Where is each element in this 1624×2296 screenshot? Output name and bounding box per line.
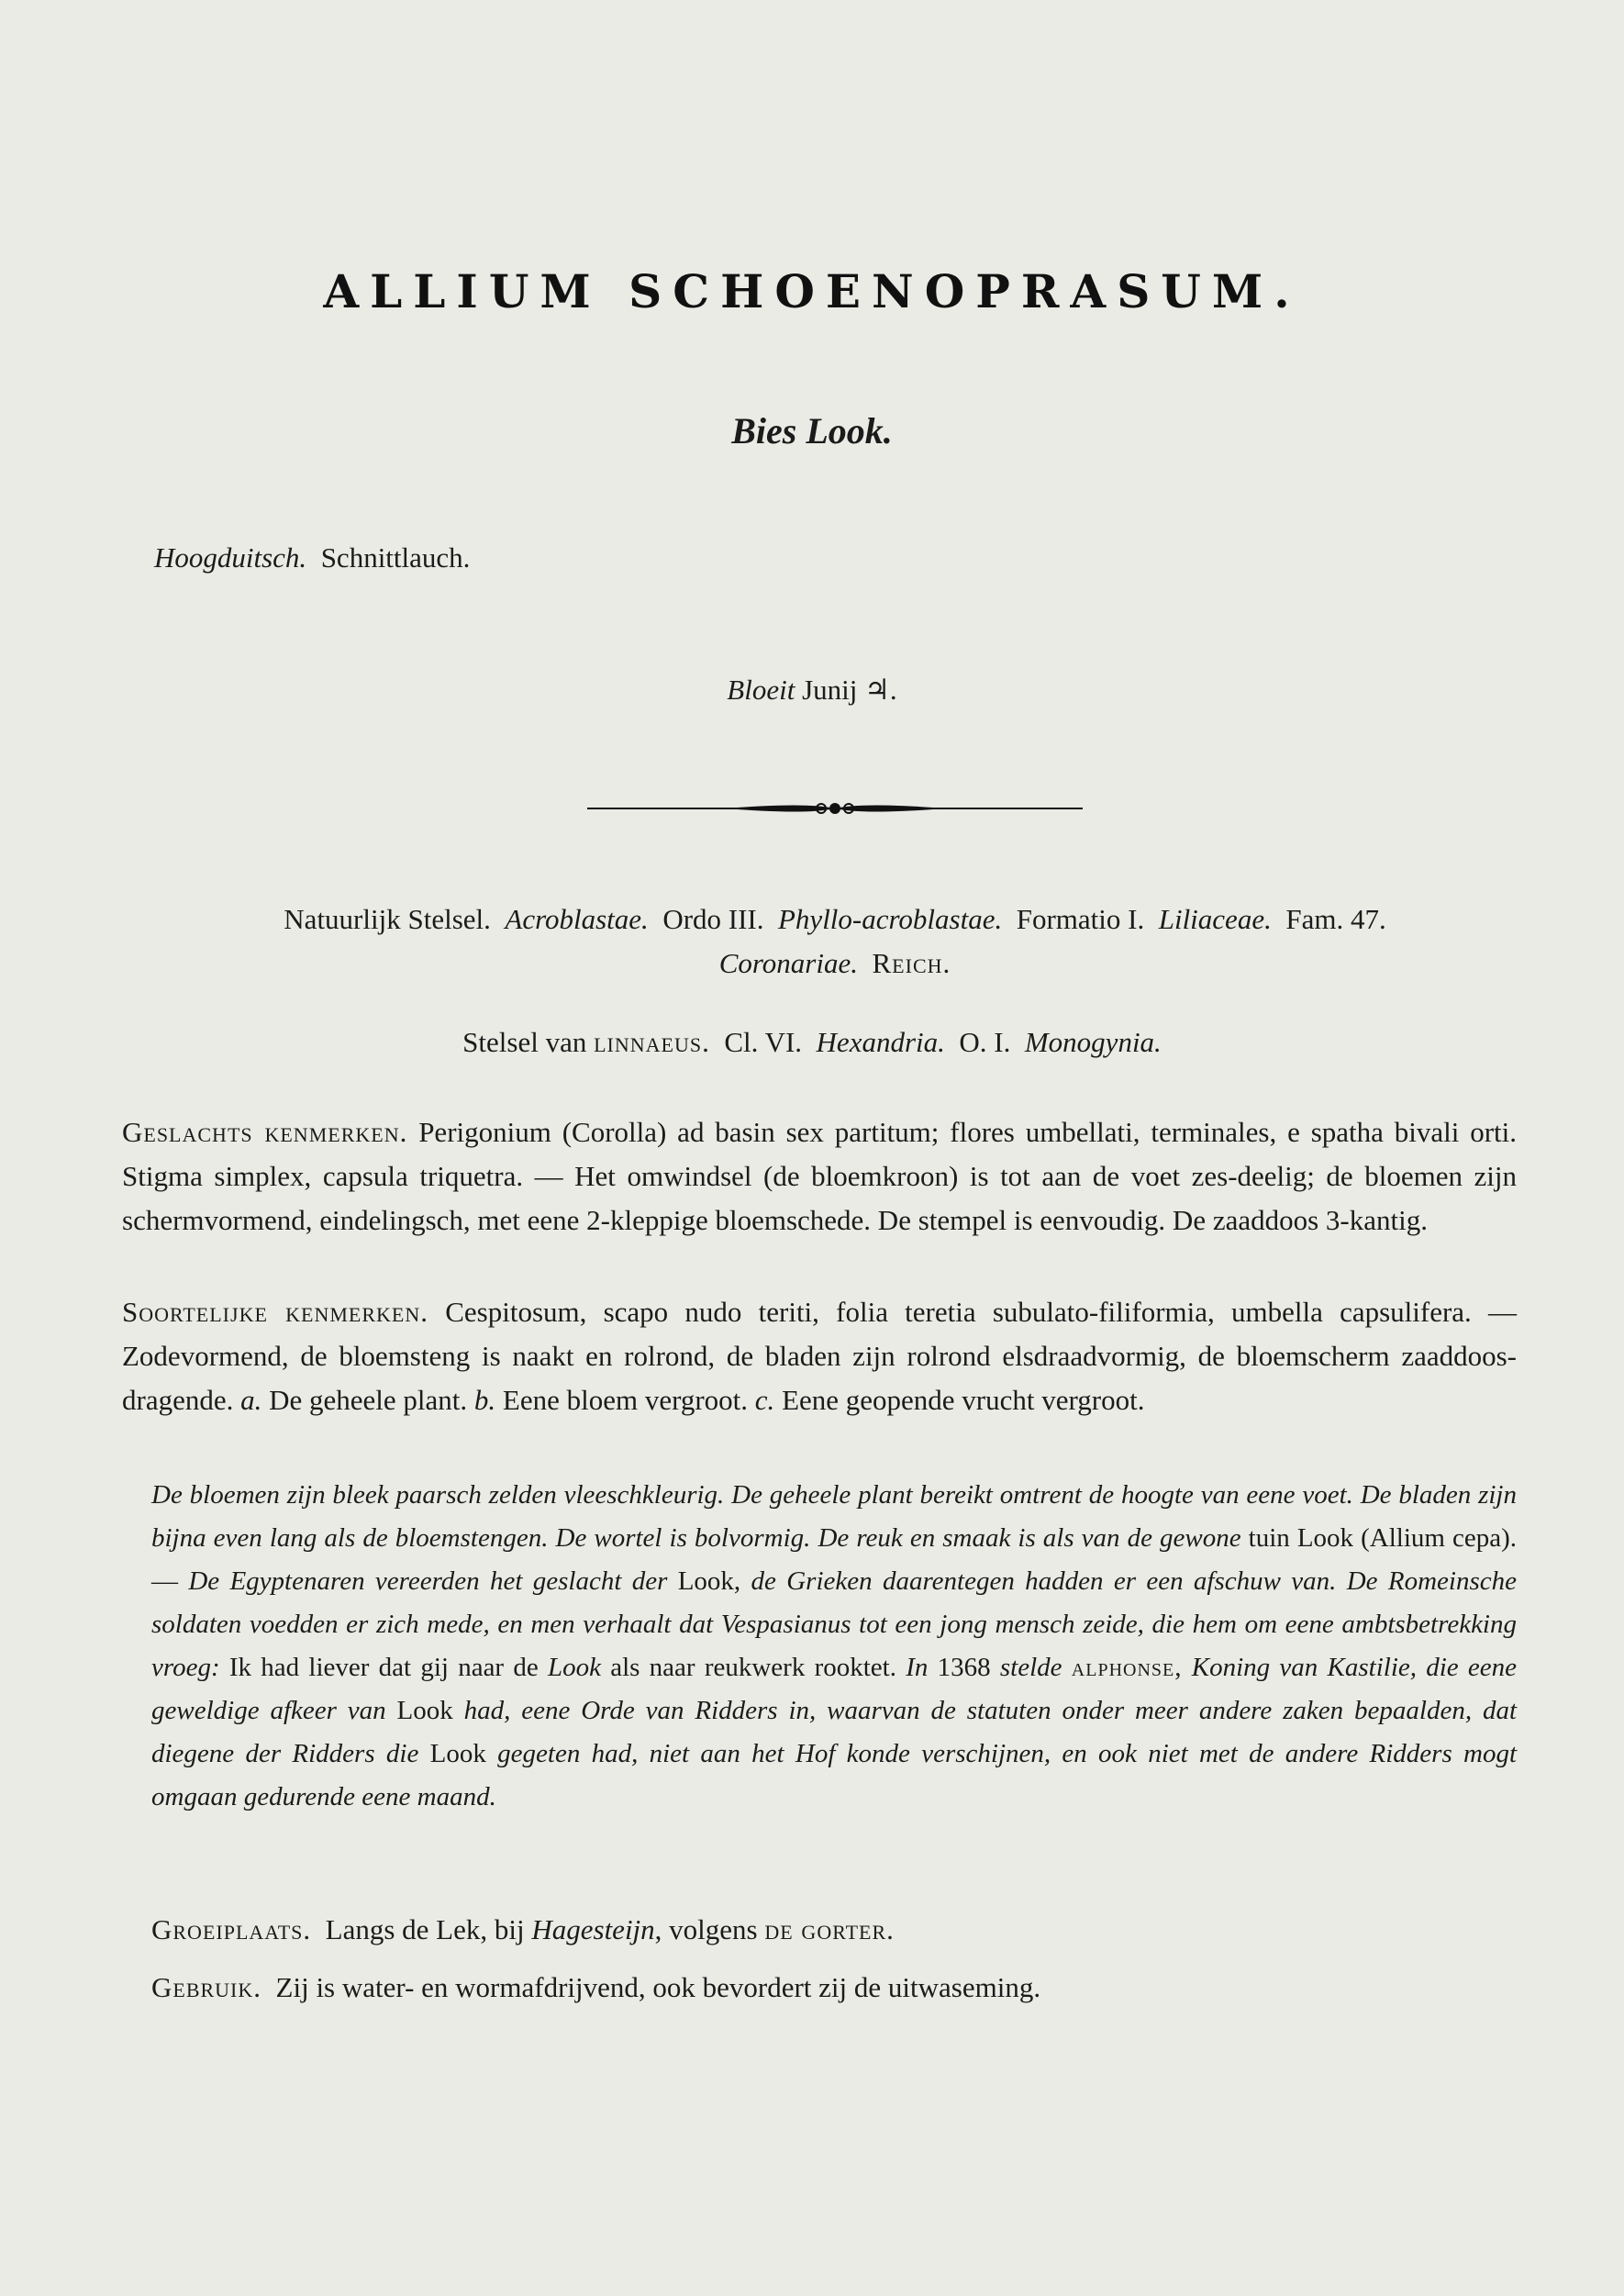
- natuur-author: Reich.: [872, 947, 951, 979]
- linnaeus-stelsel: [0, 1026, 1624, 1059]
- figure-b-label: b.: [473, 1384, 496, 1416]
- note-text-14: Look: [396, 1696, 453, 1725]
- soortelijke-kenmerken: [122, 1290, 1517, 1422]
- note-text-7: Look: [547, 1653, 601, 1682]
- note-text-5: de Grieken daarentegen hadden er een afschuw van. De Romeinsche soldaten voedden er zich mede, en men verhaalt dat Vespasianus tot een jong mensch zeide, die hem om eene ambtsbetrekking vroeg:: [151, 1566, 1517, 1682]
- figure-a-label: a.: [240, 1384, 262, 1416]
- perennial-symbol: ♃.: [864, 674, 897, 706]
- soortelijke-label: Soortelijke kenmerken.: [122, 1296, 428, 1328]
- note-text-11: stelde: [999, 1653, 1062, 1682]
- note-text-17: gegeten had, niet aan het Hof konde verschijnen, en ook niet met de andere Ridders mogt omgaan gedurende eene maand.: [151, 1739, 1518, 1811]
- geslachts-label: Geslachts kenmerken.: [122, 1116, 408, 1148]
- linn-author: linnaeus.: [594, 1026, 710, 1058]
- natuur-fam-name: Coronariae.: [718, 947, 858, 979]
- page-title: ALLIUM SCHOENOPRASUM.: [323, 264, 1301, 318]
- geslachts-text: Perigonium (Corolla) ad basin sex partitum; flores umbellati, terminales, e spatha bivali orti. Stigma simplex, capsula triquetra. — Het omwindsel (de bloemkroon) is tot aan de voet zes-deelig; de bloemen zijn schermvormend, eindelingsch, met eene 2-kleppige bloemschede. De stempel is eenvoudig. De zaaddoos 3-kantig.: [122, 1116, 1517, 1236]
- natuurlijk-stelsel: [151, 897, 1518, 986]
- note-text-16: Look: [429, 1739, 486, 1768]
- linn-class-name: Hexandria.: [816, 1026, 945, 1058]
- note-text-3: De Egyptenaren vereerden het geslacht der: [188, 1566, 668, 1596]
- natuur-formatio: Formatio I.: [1016, 903, 1145, 935]
- natuur-ordo: Ordo III.: [662, 903, 764, 935]
- figure-c-text: Eene geopende vrucht vergroot.: [782, 1384, 1145, 1416]
- natuur-ordo-name: Phyllo-acroblastae.: [778, 903, 1003, 935]
- groeiplaats-author: de gorter.: [764, 1913, 895, 1945]
- geslachts-kenmerken: [122, 1110, 1517, 1243]
- natuur-class: Acroblastae.: [505, 903, 649, 935]
- ornament-divider: [587, 795, 1083, 822]
- vernacular-value: Schnittlauch.: [320, 541, 471, 574]
- natuur-fam: Fam. 47.: [1285, 903, 1386, 935]
- gebruik-text: Zij is water- en wormafdrijvend, ook bevordert zij de uitwaseming.: [275, 1971, 1041, 2003]
- groeiplaats-place: Hagesteijn: [531, 1913, 655, 1945]
- note-text-1: De bloemen zijn bleek paarsch zelden vleeschkleurig. De geheele plant bereikt omtrent de hoogte van eene voet. De bladen zijn bijna even lang als de bloemstengen. De wortel is bolvormig. De reuk en smaak is als van de gewone: [151, 1480, 1517, 1553]
- figure-c-label: c.: [754, 1384, 775, 1416]
- linn-order-name: Monogynia.: [1024, 1026, 1162, 1058]
- vernacular-name: [154, 541, 470, 574]
- bloeit-value: Junij: [802, 674, 858, 706]
- gebruik-label: Gebruik.: [151, 1971, 262, 2003]
- note-text-13: Koning van Kastilie, die eene geweldige afkeer van: [151, 1653, 1518, 1725]
- note-text-6: Ik had liever dat gij naar de: [228, 1653, 539, 1682]
- linn-class: Cl. VI.: [724, 1026, 803, 1058]
- figure-a-text: De geheele plant.: [269, 1384, 468, 1416]
- page-subtitle: Bies Look.: [731, 410, 893, 451]
- descriptive-note: [151, 1474, 1517, 1819]
- note-text-4: Look,: [677, 1566, 741, 1596]
- note-text-15: had, eene Orde van Ridders in, waarvan de statuten onder meer andere zaken bepaalden, dat diegene der Ridders die: [151, 1696, 1518, 1768]
- figure-b-text: Eene bloem vergroot.: [502, 1384, 749, 1416]
- bloeit-line: [0, 674, 1624, 707]
- note-text-9: In: [906, 1653, 929, 1682]
- note-person: alphonse,: [1071, 1653, 1183, 1682]
- gebruik: [151, 1971, 1040, 2004]
- note-year: 1368: [937, 1653, 991, 1682]
- linn-order: O. I.: [959, 1026, 1011, 1058]
- bloeit-label: Bloeit: [727, 674, 795, 706]
- natuur-formatio-name: Liliaceae.: [1158, 903, 1272, 935]
- vernacular-label: Hoogduitsch.: [154, 541, 307, 574]
- soortelijke-text: Cespitosum, scapo nudo teriti, folia teretia subulato-filiformia, umbella capsulifera. — Zodevormend, de bloemsteng is naakt en rolrond, de bladen zijn rolrond elsdraadvormig, de bloemscherm zaaddoos-dragende.: [122, 1296, 1518, 1416]
- groeiplaats-volgens: , volgens: [654, 1913, 758, 1945]
- groeiplaats-text: Langs de Lek, bij: [325, 1913, 525, 1945]
- natuur-label: Natuurlijk Stelsel.: [284, 903, 491, 935]
- groeiplaats-label: Groeiplaats.: [151, 1913, 312, 1945]
- linn-label: Stelsel van: [462, 1026, 587, 1058]
- note-text-2: tuin Look (Allium cepa). —: [151, 1523, 1518, 1596]
- groeiplaats: [151, 1913, 895, 1946]
- note-text-8: als naar reukwerk rooktet.: [610, 1653, 896, 1682]
